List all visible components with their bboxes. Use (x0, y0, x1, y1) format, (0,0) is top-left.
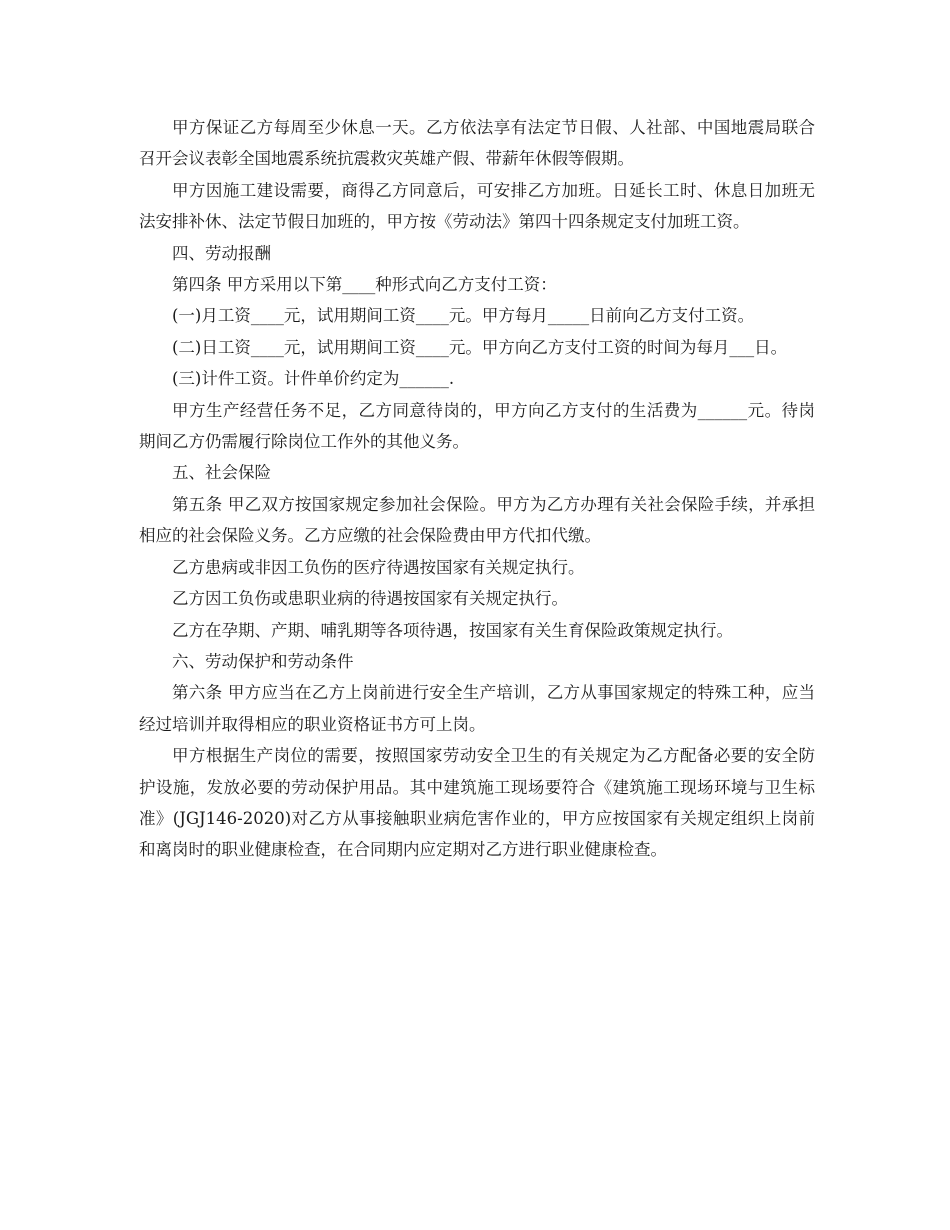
paragraph-work-injury: 乙方因工负伤或患职业病的待遇按国家有关规定执行。 (172, 589, 568, 609)
paragraph-maternity: 乙方在孕期、产期、哺乳期等各项待遇，按国家有关生育保险政策规定执行。 (172, 620, 733, 640)
section-heading-remuneration: 四、劳动报酬 (172, 243, 271, 263)
paragraph-standby-allowance: 甲方生产经营任务不足，乙方同意待岗的，甲方向乙方支付的生活费为______元。待岗期间乙方仍需履行除岗位工作外的其他义务。 (139, 400, 815, 452)
article-4: 第四条 甲方采用以下第____种形式向乙方支付工资： (172, 275, 557, 295)
clause-monthly-wage: (一)月工资____元，试用期间工资____元。甲方每月_____日前向乙方支付工资。 (172, 306, 755, 326)
clause-piece-wage: (三)计件工资。计件单价约定为______. (172, 369, 455, 389)
section-heading-social-insurance: 五、社会保险 (172, 463, 271, 483)
document-page (139, 112, 815, 866)
paragraph-sickness-treatment: 乙方患病或非因工负伤的医疗待遇按国家有关规定执行。 (172, 557, 585, 577)
paragraph-rest-and-holidays: 甲方保证乙方每周至少休息一天。乙方依法享有法定节日假、人社部、中国地震局联合召开会议表彰全国地震系统抗震救灾英雄产假、带薪年休假等假期。 (139, 118, 815, 169)
article-6: 第六条 甲方应当在乙方上岗前进行安全生产培训，乙方从事国家规定的特殊工种，应当经过培训并取得相应的职业资格证书方可上岗。 (139, 683, 815, 734)
paragraph-overtime: 甲方因施工建设需要，商得乙方同意后，可安排乙方加班。日延长工时、休息日加班无法安排补休、法定节假日加班的，甲方按《劳动法》第四十四条规定支付加班工资。 (139, 180, 815, 232)
paragraph-safety-equipment: 甲方根据生产岗位的需要，按照国家劳动安全卫生的有关规定为乙方配备必要的安全防护设施，发放必要的劳动保护用品。其中建筑施工现场要符合《建筑施工现场环境与卫生标准》(JGJ146-2020)对乙方从事接触职业病危害作业的，甲方应按国家有关规定组织上岗前和离岗时的职业健康检查，在合同期内应定期对乙方进行职业健康检查。 (139, 746, 815, 860)
section-heading-labor-protection: 六、劳动保护和劳动条件 (172, 651, 354, 671)
clause-daily-wage: (二)日工资____元，试用期间工资____元。甲方向乙方支付工资的时间为每月___日。 (172, 337, 788, 357)
article-5: 第五条 甲乙双方按国家规定参加社会保险。甲方为乙方办理有关社会保险手续，并承担相应的社会保险义务。乙方应缴的社会保险费由甲方代扣代缴。 (139, 494, 815, 546)
